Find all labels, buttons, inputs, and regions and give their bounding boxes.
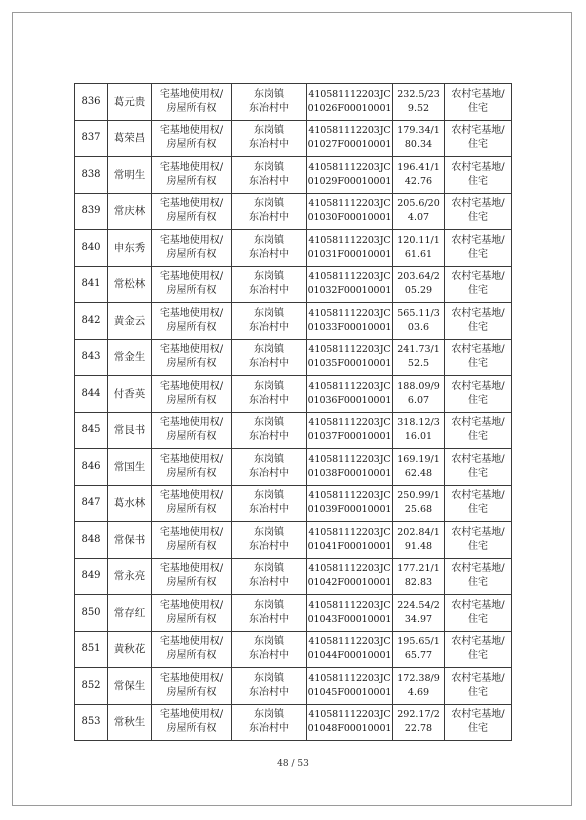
owner-name-cell: 葛元贵 [108, 84, 152, 121]
land-use-cell: 农村宅基地/ 住宅 [445, 485, 512, 522]
land-use-cell: 农村宅基地/ 住宅 [445, 595, 512, 632]
land-use-cell: 农村宅基地/ 住宅 [445, 558, 512, 595]
serial-number-cell: 848 [75, 522, 108, 559]
table-row [75, 412, 512, 449]
location-cell: 东岗镇 东冶村中 [232, 668, 307, 705]
unit-code-cell: 410581112203JC 01045F00010001 [307, 668, 393, 705]
serial-number-cell: 842 [75, 303, 108, 340]
table-row [75, 339, 512, 376]
area-cell: 188.09/9 6.07 [393, 376, 445, 413]
serial-number-cell: 843 [75, 339, 108, 376]
area-cell: 224.54/2 34.97 [393, 595, 445, 632]
serial-number-cell: 852 [75, 668, 108, 705]
table-row [75, 303, 512, 340]
land-use-cell: 农村宅基地/ 住宅 [445, 631, 512, 668]
unit-code-cell: 410581112203JC 01035F00010001 [307, 339, 393, 376]
owner-name-cell: 付香英 [108, 376, 152, 413]
right-type-cell: 宅基地使用权/ 房屋所有权 [152, 303, 232, 340]
area-cell: 203.64/2 05.29 [393, 266, 445, 303]
area-cell: 172.38/9 4.69 [393, 668, 445, 705]
table-row [75, 120, 512, 157]
owner-name-cell: 常国生 [108, 449, 152, 486]
serial-number-cell: 851 [75, 631, 108, 668]
right-type-cell: 宅基地使用权/ 房屋所有权 [152, 595, 232, 632]
serial-number-cell: 853 [75, 704, 108, 741]
location-cell: 东岗镇 东冶村中 [232, 157, 307, 194]
area-cell: 241.73/1 52.5 [393, 339, 445, 376]
unit-code-cell: 410581112203JC 01027F00010001 [307, 120, 393, 157]
area-cell: 565.11/3 03.6 [393, 303, 445, 340]
location-cell: 东岗镇 东冶村中 [232, 303, 307, 340]
table-row [75, 230, 512, 267]
serial-number-cell: 845 [75, 412, 108, 449]
owner-name-cell: 葛荣昌 [108, 120, 152, 157]
location-cell: 东岗镇 东冶村中 [232, 485, 307, 522]
owner-name-cell: 常明生 [108, 157, 152, 194]
serial-number-cell: 849 [75, 558, 108, 595]
land-use-cell: 农村宅基地/ 住宅 [445, 412, 512, 449]
area-cell: 292.17/2 22.78 [393, 704, 445, 741]
location-cell: 东岗镇 东冶村中 [232, 193, 307, 230]
area-cell: 196.41/1 42.76 [393, 157, 445, 194]
location-cell: 东岗镇 东冶村中 [232, 120, 307, 157]
land-use-cell: 农村宅基地/ 住宅 [445, 266, 512, 303]
area-cell: 205.6/20 4.07 [393, 193, 445, 230]
location-cell: 东岗镇 东冶村中 [232, 266, 307, 303]
right-type-cell: 宅基地使用权/ 房屋所有权 [152, 412, 232, 449]
area-cell: 169.19/1 62.48 [393, 449, 445, 486]
land-use-cell: 农村宅基地/ 住宅 [445, 704, 512, 741]
serial-number-cell: 841 [75, 266, 108, 303]
location-cell: 东岗镇 东冶村中 [232, 522, 307, 559]
right-type-cell: 宅基地使用权/ 房屋所有权 [152, 84, 232, 121]
owner-name-cell: 常永亮 [108, 558, 152, 595]
registry-table-body [75, 84, 512, 741]
table-row [75, 631, 512, 668]
owner-name-cell: 常庆林 [108, 193, 152, 230]
location-cell: 东岗镇 东冶村中 [232, 376, 307, 413]
unit-code-cell: 410581112203JC 01037F00010001 [307, 412, 393, 449]
table-row [75, 266, 512, 303]
area-cell: 120.11/1 61.61 [393, 230, 445, 267]
land-use-cell: 农村宅基地/ 住宅 [445, 157, 512, 194]
unit-code-cell: 410581112203JC 01033F00010001 [307, 303, 393, 340]
unit-code-cell: 410581112203JC 01042F00010001 [307, 558, 393, 595]
area-cell: 177.21/1 82.83 [393, 558, 445, 595]
serial-number-cell: 838 [75, 157, 108, 194]
right-type-cell: 宅基地使用权/ 房屋所有权 [152, 193, 232, 230]
land-use-cell: 农村宅基地/ 住宅 [445, 522, 512, 559]
owner-name-cell: 常松林 [108, 266, 152, 303]
location-cell: 东岗镇 东冶村中 [232, 449, 307, 486]
registry-table [74, 83, 512, 741]
unit-code-cell: 410581112203JC 01030F00010001 [307, 193, 393, 230]
table-row [75, 522, 512, 559]
serial-number-cell: 837 [75, 120, 108, 157]
right-type-cell: 宅基地使用权/ 房屋所有权 [152, 485, 232, 522]
unit-code-cell: 410581112203JC 01032F00010001 [307, 266, 393, 303]
right-type-cell: 宅基地使用权/ 房屋所有权 [152, 120, 232, 157]
serial-number-cell: 850 [75, 595, 108, 632]
serial-number-cell: 836 [75, 84, 108, 121]
table-row [75, 193, 512, 230]
table-row [75, 558, 512, 595]
serial-number-cell: 839 [75, 193, 108, 230]
location-cell: 东岗镇 东冶村中 [232, 412, 307, 449]
unit-code-cell: 410581112203JC 01031F00010001 [307, 230, 393, 267]
land-use-cell: 农村宅基地/ 住宅 [445, 193, 512, 230]
right-type-cell: 宅基地使用权/ 房屋所有权 [152, 266, 232, 303]
area-cell: 195.65/1 65.77 [393, 631, 445, 668]
land-use-cell: 农村宅基地/ 住宅 [445, 84, 512, 121]
right-type-cell: 宅基地使用权/ 房屋所有权 [152, 230, 232, 267]
right-type-cell: 宅基地使用权/ 房屋所有权 [152, 668, 232, 705]
table-row [75, 485, 512, 522]
serial-number-cell: 846 [75, 449, 108, 486]
owner-name-cell: 黄金云 [108, 303, 152, 340]
owner-name-cell: 常存红 [108, 595, 152, 632]
owner-name-cell: 常金生 [108, 339, 152, 376]
land-use-cell: 农村宅基地/ 住宅 [445, 339, 512, 376]
owner-name-cell: 葛水林 [108, 485, 152, 522]
serial-number-cell: 844 [75, 376, 108, 413]
land-use-cell: 农村宅基地/ 住宅 [445, 376, 512, 413]
area-cell: 202.84/1 91.48 [393, 522, 445, 559]
area-cell: 250.99/1 25.68 [393, 485, 445, 522]
owner-name-cell: 申东秀 [108, 230, 152, 267]
right-type-cell: 宅基地使用权/ 房屋所有权 [152, 704, 232, 741]
unit-code-cell: 410581112203JC 01041F00010001 [307, 522, 393, 559]
owner-name-cell: 常保生 [108, 668, 152, 705]
owner-name-cell: 黄秋花 [108, 631, 152, 668]
unit-code-cell: 410581112203JC 01039F00010001 [307, 485, 393, 522]
owner-name-cell: 常保书 [108, 522, 152, 559]
land-use-cell: 农村宅基地/ 住宅 [445, 120, 512, 157]
unit-code-cell: 410581112203JC 01029F00010001 [307, 157, 393, 194]
location-cell: 东岗镇 东冶村中 [232, 84, 307, 121]
unit-code-cell: 410581112203JC 01044F00010001 [307, 631, 393, 668]
location-cell: 东岗镇 东冶村中 [232, 704, 307, 741]
unit-code-cell: 410581112203JC 01038F00010001 [307, 449, 393, 486]
table-row [75, 157, 512, 194]
table-row [75, 376, 512, 413]
land-use-cell: 农村宅基地/ 住宅 [445, 303, 512, 340]
serial-number-cell: 847 [75, 485, 108, 522]
table-row [75, 595, 512, 632]
right-type-cell: 宅基地使用权/ 房屋所有权 [152, 631, 232, 668]
area-cell: 232.5/23 9.52 [393, 84, 445, 121]
area-cell: 179.34/1 80.34 [393, 120, 445, 157]
location-cell: 东岗镇 东冶村中 [232, 339, 307, 376]
location-cell: 东岗镇 东冶村中 [232, 558, 307, 595]
page-number: 48 / 53 [277, 759, 309, 769]
unit-code-cell: 410581112203JC 01026F00010001 [307, 84, 393, 121]
table-row [75, 704, 512, 741]
unit-code-cell: 410581112203JC 01048F00010001 [307, 704, 393, 741]
unit-code-cell: 410581112203JC 01036F00010001 [307, 376, 393, 413]
right-type-cell: 宅基地使用权/ 房屋所有权 [152, 376, 232, 413]
location-cell: 东岗镇 东冶村中 [232, 230, 307, 267]
location-cell: 东岗镇 东冶村中 [232, 631, 307, 668]
land-use-cell: 农村宅基地/ 住宅 [445, 668, 512, 705]
right-type-cell: 宅基地使用权/ 房屋所有权 [152, 339, 232, 376]
table-row [75, 84, 512, 121]
right-type-cell: 宅基地使用权/ 房屋所有权 [152, 449, 232, 486]
location-cell: 东岗镇 东冶村中 [232, 595, 307, 632]
serial-number-cell: 840 [75, 230, 108, 267]
unit-code-cell: 410581112203JC 01043F00010001 [307, 595, 393, 632]
table-row [75, 668, 512, 705]
right-type-cell: 宅基地使用权/ 房屋所有权 [152, 157, 232, 194]
table-row [75, 449, 512, 486]
land-use-cell: 农村宅基地/ 住宅 [445, 230, 512, 267]
land-use-cell: 农村宅基地/ 住宅 [445, 449, 512, 486]
area-cell: 318.12/3 16.01 [393, 412, 445, 449]
right-type-cell: 宅基地使用权/ 房屋所有权 [152, 558, 232, 595]
owner-name-cell: 常秋生 [108, 704, 152, 741]
right-type-cell: 宅基地使用权/ 房屋所有权 [152, 522, 232, 559]
owner-name-cell: 常艮书 [108, 412, 152, 449]
